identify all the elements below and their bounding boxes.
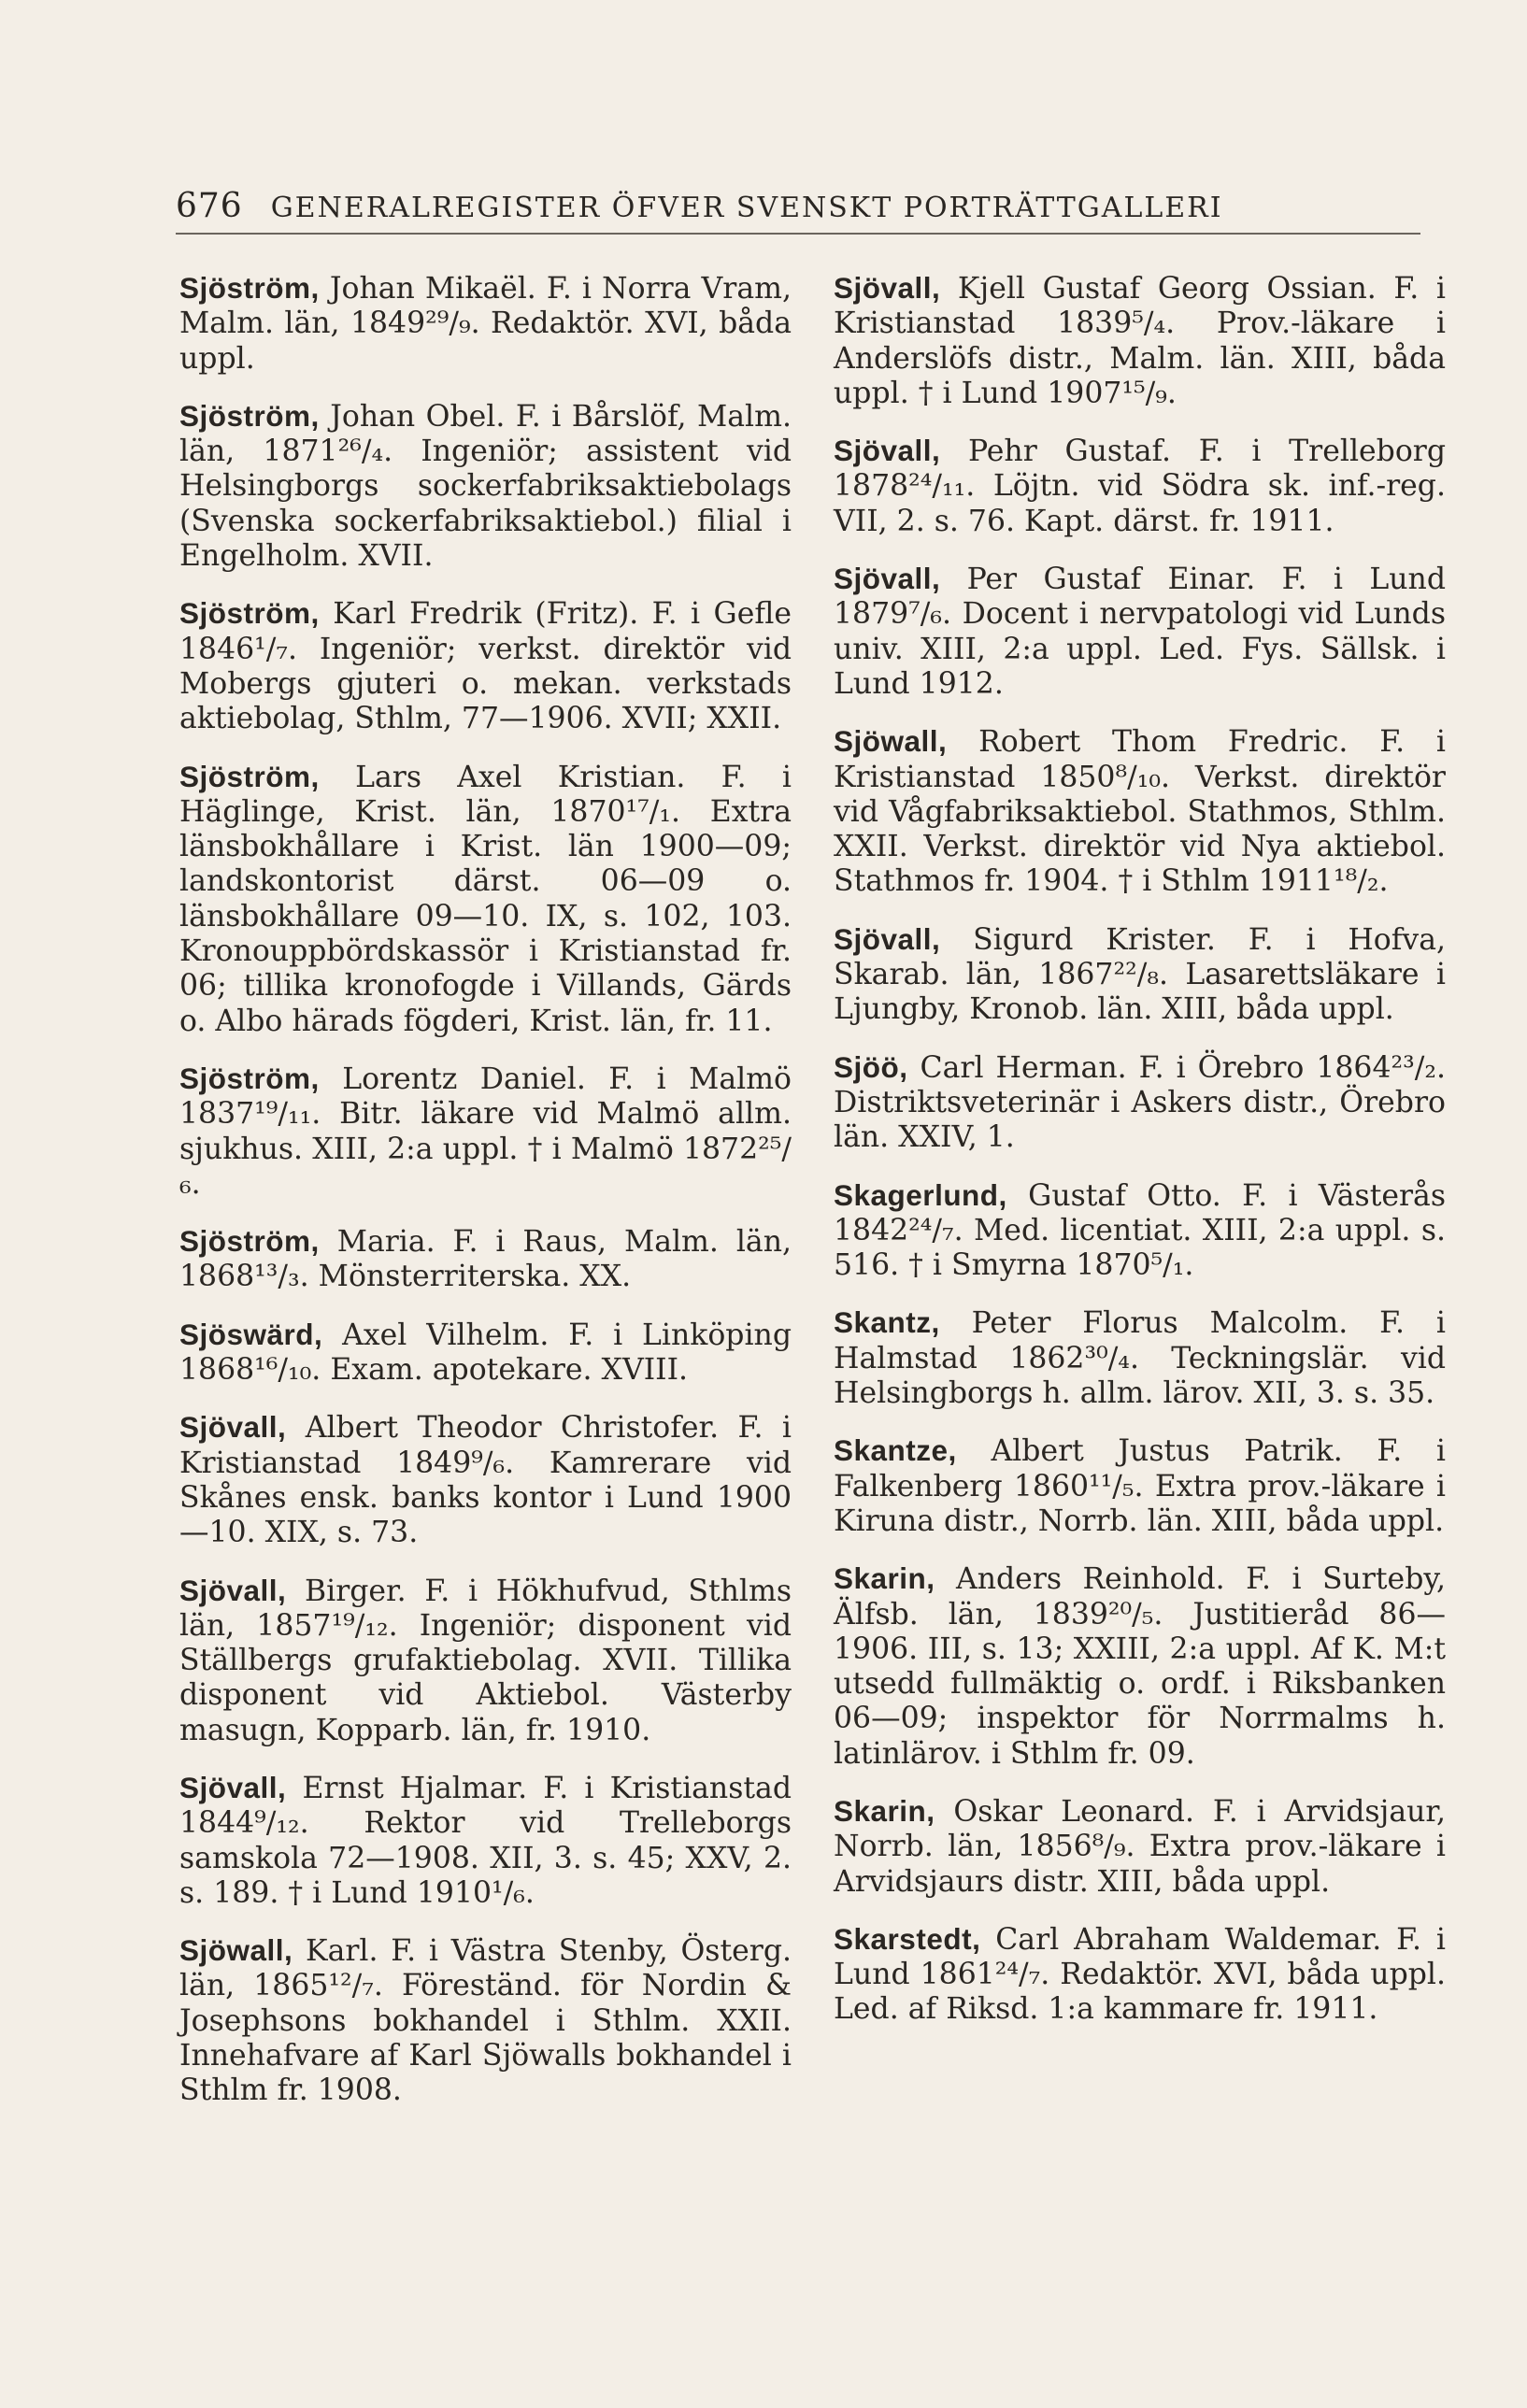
entry-text: Lorentz Daniel. F. i Malmö 1837¹⁹/₁₁. Bitr. läkare vid Malmö allm. sjukhus. XIII, 2:a uppl. † i Malmö 1872²⁵/₆.: [179, 1062, 792, 1201]
register-entry: [179, 1224, 792, 1295]
entry-name: Sjöström,: [179, 596, 320, 631]
entry-text: Sigurd Krister. F. i Hofva, Skarab. län, 1867²²/₈. Lasarettsläkare i Ljungby, Kronob. län. XIII, båda uppl.: [834, 922, 1447, 1027]
entry-text: Per Gustaf Einar. F. i Lund 1879⁷/₆. Docent i nervpatologi vid Lunds univ. XIII, 2:a uppl. Led. Fys. Sällsk. i Lund 1912.: [834, 563, 1446, 701]
register-entry: [834, 562, 1446, 702]
entry-text: Lars Axel Kristian. F. i Häglinge, Krist. län, 1870¹⁷/₁. Extra länsbokhållare i Krist. län 1900—09; landskontorist därst. 06—09 o. länsbokhållare 09—10. IX, s. 102, 103. Kronouppbördskassör i Kristianstad fr. 06; tillika kronofogde i Villands, Gärds o. Albo härads fögderi, Krist. län, fr. 11.: [179, 760, 792, 1038]
register-entry: [834, 1433, 1446, 1539]
entry-text: Johan Obel. F. i Bårslöf, Malm. län, 1871²⁶/₄. Ingeniör; assistent vid Helsingborgs sockerfabriksaktiebolags (Svenska sockerfabriksaktiebol.) filial i Engelholm. XVII.: [179, 399, 792, 574]
entry-name: Skantz,: [834, 1305, 940, 1340]
register-entry: [179, 1574, 792, 1748]
running-title: GENERALREGISTER ÖFVER SVENSKT PORTRÄTTGALLERI: [270, 192, 1223, 224]
register-entry: [179, 399, 792, 574]
entry-name: Sjöwall,: [834, 724, 948, 759]
register-entry: [834, 922, 1446, 1028]
entry-name: Skarin,: [834, 1793, 935, 1828]
register-entry: [179, 1933, 792, 2108]
register-entry: [179, 271, 792, 377]
entry-name: Skarstedt,: [834, 1921, 981, 1956]
entry-name: Sjövall,: [179, 1410, 287, 1445]
entry-name: Sjöström,: [179, 398, 320, 433]
entry-text: Oskar Leonard. F. i Arvidsjaur, Norrb. län, 1856⁸/₉. Extra prov.-läkare i Arvidsjaurs distr. XIII, båda uppl.: [834, 1794, 1446, 1899]
entry-text: Carl Abraham Waldemar. F. i Lund 1861²⁴/₇. Redaktör. XVI, båda uppl. Led. af Riksd. 1:a kammare fr. 1911.: [834, 1922, 1446, 2027]
entry-text: Ernst Hjalmar. F. i Kristianstad 1844⁹/₁₂. Rektor vid Trelleborgs samskola 72—1908. XII, 3. s. 45; XXV, 2. s. 189. † i Lund 1910¹/₆.: [179, 1771, 792, 1910]
entry-name: Skarin,: [834, 1561, 935, 1596]
entry-text: Karl Fredrik (Fritz). F. i Gefle 1846¹/₇. Ingeniör; verkst. direktör vid Mobergs gjuteri o. mekan. verkstads aktiebolag, Sthlm, 77—1906. XVII; XXII.: [179, 597, 792, 736]
entry-name: Sjöström,: [179, 271, 320, 305]
entry-text: Maria. F. i Raus, Malm. län, 1868¹³/₃. Mönsterriterska. XX.: [179, 1225, 792, 1294]
entry-name: Skagerlund,: [834, 1177, 1007, 1212]
entry-name: Sjövall,: [179, 1770, 287, 1804]
entry-text: Johan Mikaël. F. i Norra Vram, Malm. län, 1849²⁹/₉. Redaktör. XVI, båda uppl.: [179, 272, 792, 376]
register-entry: [179, 1318, 792, 1389]
register-entry: [834, 1922, 1446, 2028]
entry-text: Robert Thom Fredric. F. i Kristianstad 1850⁸/₁₀. Verkst. direktör vid Vågfabriksaktiebol. Stathmos, Sthlm. XXII. Verkst. direktör vid Nya aktiebol. Stathmos fr. 1904. † i Sthlm 1911¹⁸/₂.: [834, 725, 1447, 899]
page-header: [176, 187, 1420, 235]
register-entry: [834, 1178, 1446, 1284]
register-entry: [834, 271, 1446, 411]
entry-name: Sjöwall,: [179, 1933, 293, 1968]
entry-name: Sjöö,: [834, 1049, 908, 1084]
entry-text: Albert Theodor Christofer. F. i Kristianstad 1849⁹/₆. Kamrerare vid Skånes ensk. banks kontor i Lund 1900—10. XIX, s. 73.: [179, 1411, 792, 1550]
register-entry: [179, 1771, 792, 1911]
entry-name: Sjöström,: [179, 759, 320, 793]
page-number: 676: [176, 187, 243, 225]
entry-text: Gustaf Otto. F. i Västerås 1842²⁴/₇. Med. licentiat. XIII, 2:a uppl. s. 516. † i Smyrna 1870⁵/₁.: [834, 1178, 1446, 1283]
entry-text: Karl. F. i Västra Stenby, Österg. län, 1865¹²/₇. Föreständ. för Nordin & Josephsons bokhandel i Sthlm. XXII. Innehafvare af Karl Sjöwalls bokhandel i Sthlm fr. 1908.: [179, 1934, 792, 2108]
entry-name: Sjövall,: [179, 1573, 287, 1607]
entry-name: Sjövall,: [834, 562, 941, 596]
left-column: [179, 271, 792, 2131]
right-column: [834, 271, 1446, 2050]
register-entry: [834, 724, 1446, 899]
entry-text: Axel Vilhelm. F. i Linköping 1868¹⁶/₁₀. Exam. apotekare. XVIII.: [179, 1318, 792, 1388]
entry-text: Pehr Gustaf. F. i Trelleborg 1878²⁴/₁₁. Löjtn. vid Södra sk. inf.-reg. VII, 2. s. 76. Kapt. därst. fr. 1911.: [834, 435, 1447, 538]
register-entry: [834, 1305, 1446, 1411]
register-entry: [834, 434, 1446, 539]
entry-text: Albert Justus Patrik. F. i Falkenberg 1860¹¹/₅. Extra prov.-läkare i Kiruna distr., Norrb. län. XIII, båda uppl.: [834, 1434, 1447, 1538]
register-entry: [834, 1561, 1446, 1772]
register-entry: [834, 1794, 1446, 1900]
register-entry: [179, 1062, 792, 1202]
entry-text: Kjell Gustaf Georg Ossian. F. i Kristianstad 1839⁵/₄. Prov.-läkare i Anderslöfs distr., Malm. län. XIII, båda uppl. † i Lund 1907¹⁵/₉.: [834, 272, 1446, 410]
entry-text: Birger. F. i Hökhufvud, Sthlms län, 1857¹⁹/₁₂. Ingeniör; disponent vid Ställbergs grufaktiebolag. XVII. Tillika disponent vid Aktiebol. Västerby masugn, Kopparb. län, fr. 1910.: [179, 1574, 792, 1747]
entry-name: Sjöswärd,: [179, 1317, 323, 1351]
entry-name: Sjövall,: [834, 921, 941, 956]
entry-text: Carl Herman. F. i Örebro 1864²³/₂. Distriktsveterinär i Askers distr., Örebro län. XXIV, 1.: [834, 1050, 1447, 1155]
entry-name: Sjöström,: [179, 1224, 320, 1259]
entry-name: Sjövall,: [834, 434, 941, 468]
entry-text: Peter Florus Malcolm. F. i Halmstad 1862³⁰/₄. Teckningslär. vid Helsingborgs h. allm. lärov. XII, 3. s. 35.: [834, 1306, 1447, 1411]
register-entry: [179, 596, 792, 736]
register-entry: [179, 760, 792, 1039]
register-entry: [179, 1410, 792, 1550]
entry-name: Sjöström,: [179, 1061, 320, 1095]
register-entry: [834, 1050, 1446, 1156]
entry-text: Anders Reinhold. F. i Surteby, Älfsb. län, 1839²⁰/₅. Justitieråd 86—1906. III, s. 13; XXIII, 2:a uppl. Af K. M:t utsedd fullmäktig o. ordf. i Riksbanken 06—09; inspektor för Norrmalms h. latinlärov. i Sthlm fr. 09.: [834, 1562, 1446, 1771]
entry-name: Sjövall,: [834, 271, 941, 305]
entry-name: Skantze,: [834, 1433, 957, 1468]
